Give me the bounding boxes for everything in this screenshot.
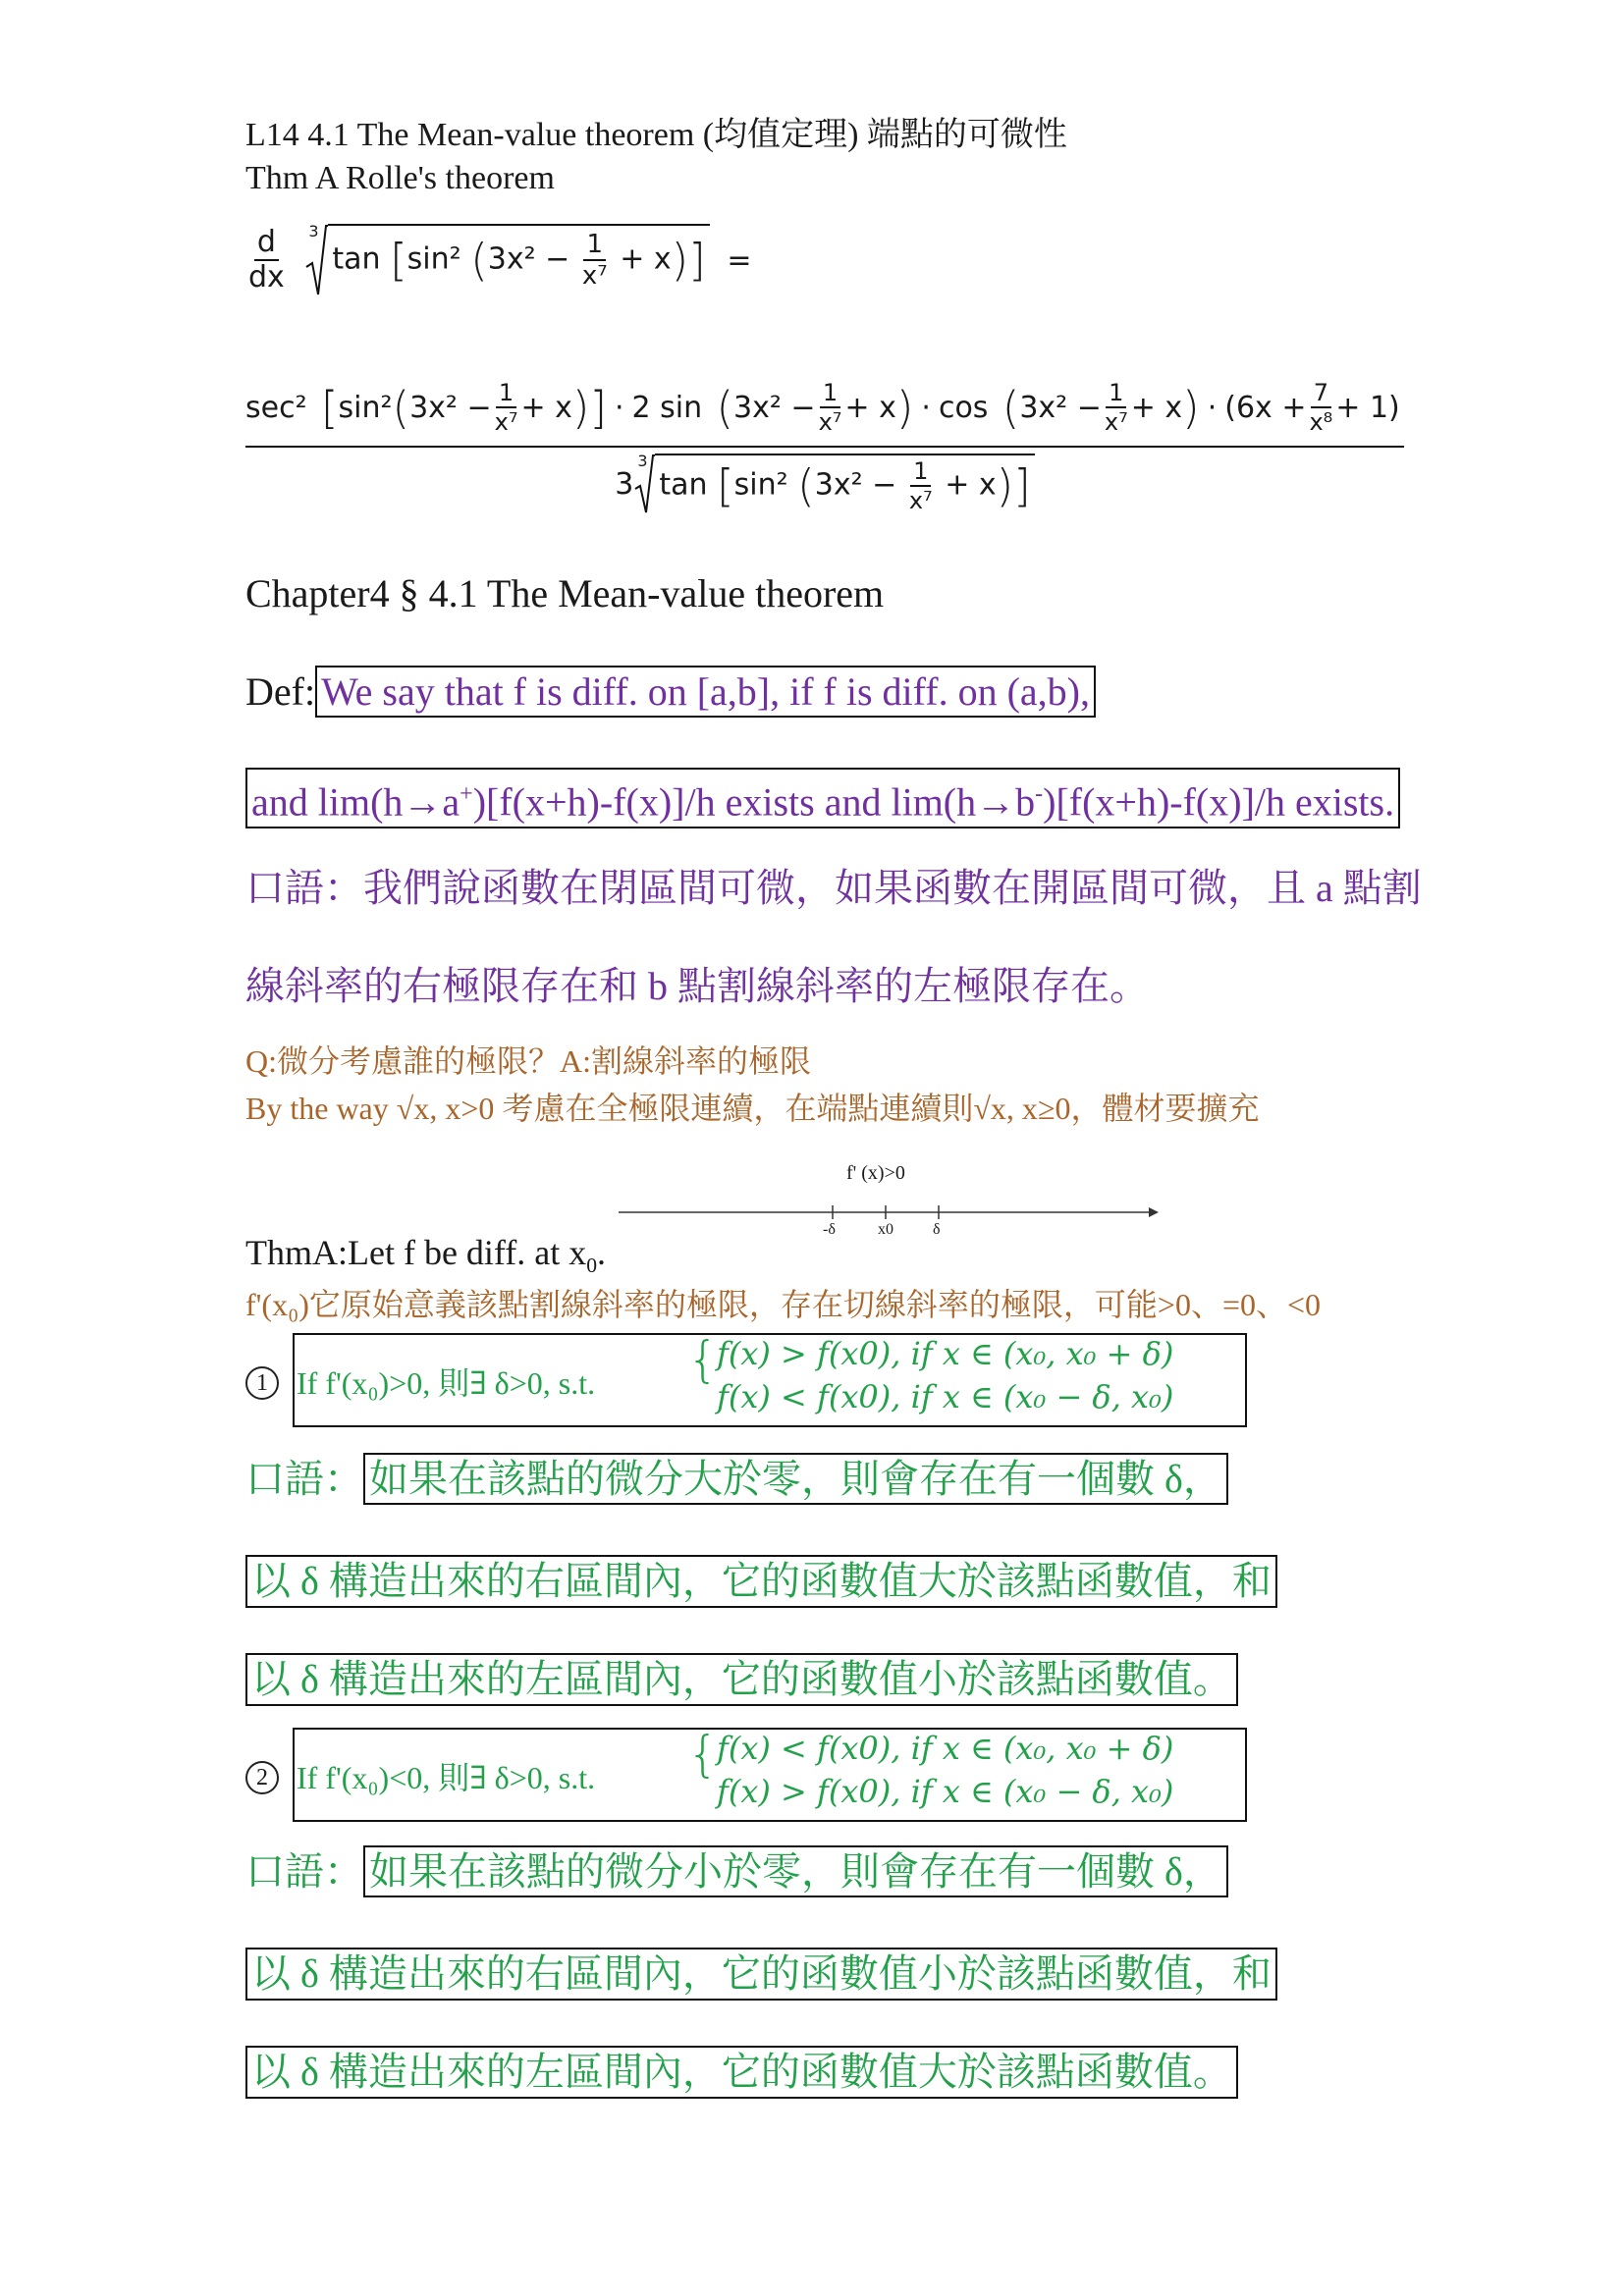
den-three: 3 xyxy=(615,466,634,502)
num-frac-1-den: x⁷ xyxy=(494,408,518,436)
num-tail-b: + 1) xyxy=(1335,390,1400,425)
case2-number-badge xyxy=(245,1761,279,1794)
def-sup-plus: + xyxy=(460,781,473,807)
equals-sign: = xyxy=(727,242,752,278)
case1-oral-row xyxy=(245,1457,1228,1502)
tan-fn: tan xyxy=(332,241,381,277)
num-frac-1-num: 1 xyxy=(496,381,516,408)
def-line2-a: and lim(h→a xyxy=(251,779,460,825)
def-line1-row xyxy=(245,669,1096,715)
doc-header-line1: L14 4.1 The Mean-value theorem (均值定理) 端點的可微性 xyxy=(245,117,1067,153)
case1-number-badge xyxy=(245,1366,279,1400)
den-inner-a: 3x² − xyxy=(814,467,897,503)
num-inner-a1: 3x² − xyxy=(409,390,492,425)
num-frac-2 xyxy=(816,381,845,434)
case2-box xyxy=(293,1728,1247,1822)
d-over-dx xyxy=(245,225,288,294)
case2-oral1: 如果在該點的微分小於零，則會存在有一個數 δ， xyxy=(363,1845,1228,1897)
case1-box xyxy=(293,1333,1247,1427)
case2-condition: If f'(x₀)<0, 則∃ δ>0, s.t. xyxy=(297,1760,596,1795)
num-frac-1 xyxy=(492,381,521,434)
thmA-title-text: ThmA:Let f be diff. at x xyxy=(245,1233,587,1272)
inner-frac-num: 1 xyxy=(583,232,606,261)
case1-line1: f(x) > f(x0), if x ∈ (x₀, x₀ + δ) xyxy=(717,1335,1174,1372)
den-fraction xyxy=(906,459,936,512)
bytheway-line: By the way √x, x>0 考慮在全極限連續，在端點連續則√x, x≥0，體材要擴充 xyxy=(245,1091,1260,1126)
case2-oral-label: 口語： xyxy=(245,1849,363,1894)
den-cube-root: 3 tan [sin² (3x² − $\frac{1}{\text{x⁷}}$ + x)] xyxy=(633,454,1034,514)
root-index: 3 xyxy=(308,222,319,240)
def-line1: We say that f is diff. on [a,b], if f is diff. on (a,b), xyxy=(315,666,1096,718)
case1-brace: { xyxy=(687,1331,719,1388)
thmA-title xyxy=(245,1233,606,1285)
num-frac-3-num: 1 xyxy=(1106,381,1126,408)
num-frac-4-num: 7 xyxy=(1311,381,1331,408)
inner-part-a: 3x² − xyxy=(487,241,570,277)
num-frac-3-den: x⁷ xyxy=(1104,408,1128,436)
def-line2-b: )[f(x+h)-f(x)]/h exists and lim(h→b xyxy=(472,779,1036,825)
den-frac-num: 1 xyxy=(910,459,931,487)
case2-oral-row xyxy=(245,1849,1228,1895)
dot-1: · xyxy=(615,390,624,425)
case1-oral3: 以 δ 構造出來的左區間內，它的函數值小於該點函數值。 xyxy=(245,1653,1238,1706)
num-frac-4-den: x⁸ xyxy=(1309,408,1333,436)
chapter-heading: Chapter4 § 4.1 The Mean-value theorem xyxy=(245,571,885,615)
den-frac-den: x⁷ xyxy=(908,487,933,514)
tick-label-x0: x0 xyxy=(878,1221,893,1238)
case2-brace: { xyxy=(687,1726,719,1783)
case1-oral-label: 口語： xyxy=(245,1457,363,1501)
case1-line2: f(x) < f(x0), if x ∈ (x₀ − δ, x₀) xyxy=(717,1378,1174,1415)
case1-condition: If f'(x₀)>0, 則∃ δ>0, s.t. xyxy=(297,1365,596,1401)
num-tail-a: (6x + xyxy=(1224,390,1307,425)
num-inner-b3: + x xyxy=(1130,390,1183,425)
case2-oral3: 以 δ 構造出來的左區間內，它的函數值大於該點函數值。 xyxy=(245,2046,1238,2099)
den-inner-b: + x xyxy=(945,467,997,503)
case1-number: 1 xyxy=(245,1366,279,1400)
cube-root: 3 tan [sin² (3x² − $\frac{1}{\text{x⁷}}$ + x)] xyxy=(304,224,709,296)
oral1-line2: 線斜率的右極限存在和 b 點割線斜率的左極限存在。 xyxy=(245,964,1149,1008)
den-tan-fn: tan xyxy=(659,467,708,503)
den-sin-sq: sin² xyxy=(733,467,788,503)
two-sin: 2 sin xyxy=(631,390,703,425)
derivative-lhs xyxy=(245,224,751,296)
inner-frac-den: x⁷ xyxy=(581,261,608,291)
den-root-index: 3 xyxy=(637,452,648,470)
def-line2 xyxy=(245,768,1400,828)
d-symbol: d xyxy=(254,228,279,261)
thmA-title-sub: 0 xyxy=(586,1254,598,1278)
numberline-title: f' (x)>0 xyxy=(846,1162,905,1184)
num-frac-2-num: 1 xyxy=(820,381,840,408)
num-sin-sq: sin² xyxy=(338,390,393,425)
cos-fn: cos xyxy=(938,390,989,425)
case2-line1: f(x) < f(x0), if x ∈ (x₀, x₀ + δ) xyxy=(717,1730,1174,1767)
def-sup-minus: - xyxy=(1035,781,1044,807)
thmA-title-dot: . xyxy=(597,1233,607,1272)
doc-header-line2: Thm A Rolle's theorem xyxy=(245,160,555,196)
thmA-note: f'(x₀)它原始意義該點割線斜率的極限，存在切線斜率的極限，可能>0、=0、<0 xyxy=(245,1287,1322,1322)
oral1-line1: 口語：我們說函數在閉區間可微，如果函數在開區間可微，且 a 點割 xyxy=(245,866,1422,910)
inner-part-b: + x xyxy=(620,241,672,277)
num-inner-b2: + x xyxy=(844,390,896,425)
case2-oral2: 以 δ 構造出來的右區間內，它的函數值小於該點函數值，和 xyxy=(245,1948,1277,2001)
case2-number: 2 xyxy=(245,1761,279,1794)
dot-3: · xyxy=(1207,390,1218,425)
tick-label-minus-delta: -δ xyxy=(823,1221,836,1238)
num-frac-3 xyxy=(1102,381,1131,434)
derivative-result xyxy=(245,373,1404,514)
num-inner-b1: + x xyxy=(520,390,572,425)
sin-sq-fn: sin² xyxy=(406,241,461,277)
inner-fraction xyxy=(579,232,611,289)
case1-oral1: 如果在該點的微分大於零，則會存在有一個數 δ， xyxy=(363,1453,1228,1505)
main-fraction-bar xyxy=(245,446,1404,448)
dot-2: · xyxy=(921,390,931,425)
tick-label-delta: δ xyxy=(933,1221,941,1238)
def-line2-c: )[f(x+h)-f(x)]/h exists. xyxy=(1043,779,1395,825)
case2-line2: f(x) > f(x0), if x ∈ (x₀ − δ, x₀) xyxy=(717,1773,1174,1810)
result-numerator: sec² [ sin² ( 3x² − $\frac{1}{\text{x⁷}}$ + x ) ] · 2 sin ( 3x² − $\frac{1}{\text{x⁷}}$ + x ) · cos ( 3x² − $\frac{1}{\text{x⁷}}$ + x ) · (6x + $\frac{7}{\text{x⁸}}$ + 1) xyxy=(245,379,1400,436)
num-inner-a3: 3x² − xyxy=(1019,390,1102,425)
def-label: Def: xyxy=(245,669,316,714)
result-denominator xyxy=(245,454,1404,514)
qa-line: Q:微分考慮誰的極限？A:割線斜率的極限 xyxy=(245,1043,812,1079)
dx-symbol: dx xyxy=(248,260,285,294)
num-inner-a2: 3x² − xyxy=(733,390,816,425)
num-frac-2-den: x⁷ xyxy=(818,408,842,436)
sec-sq-fn: sec² xyxy=(245,390,307,425)
num-frac-4 xyxy=(1306,381,1335,434)
case1-oral2: 以 δ 構造出來的右區間內，它的函數值大於該點函數值，和 xyxy=(245,1555,1277,1608)
